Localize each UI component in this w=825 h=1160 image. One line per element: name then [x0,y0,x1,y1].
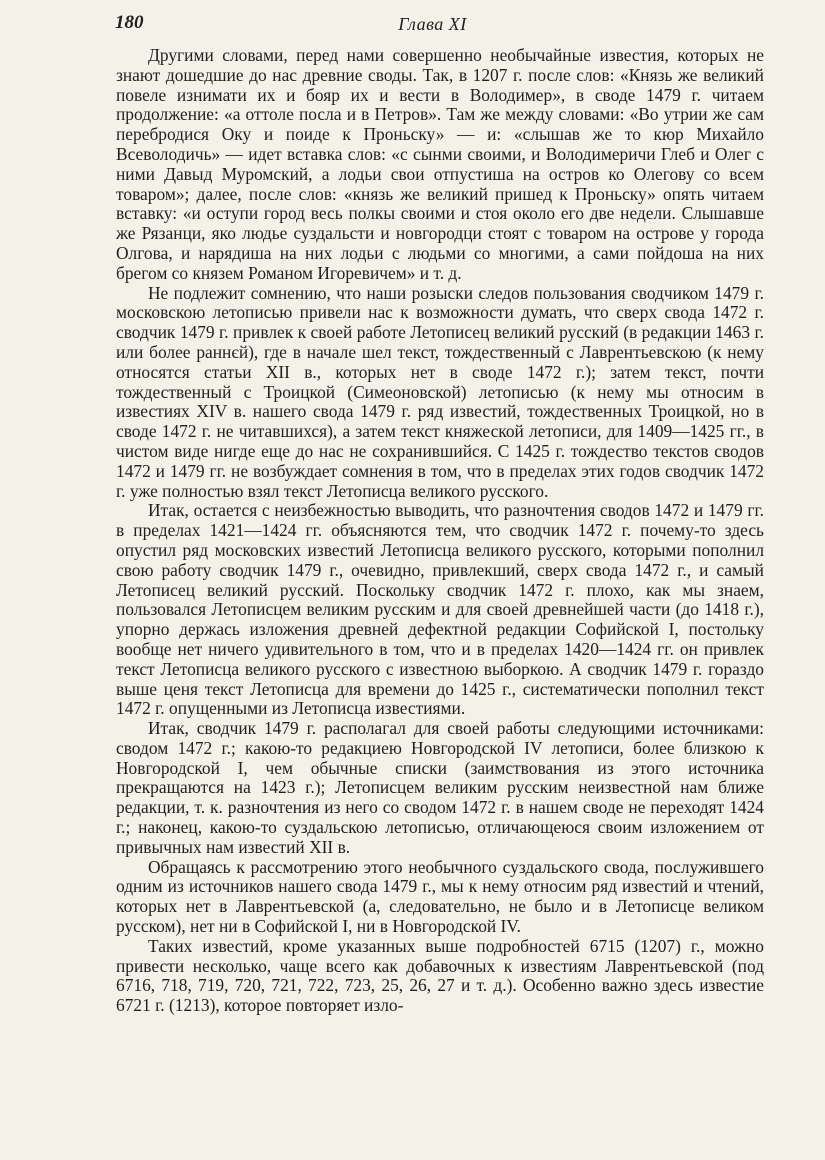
paragraph: Другими словами, перед нами совершенно необычайные известия, которых не знают дошедшие до нас древние своды. Так, в 1207 г. после слов: «Князь же великий повеле изнимати их и бояр их и вести в Володимер», в своде 1479 г. читаем продолжение: «а оттоле посла и в Петров». Там же между словами: «Во утрии же сам перебродися Оку и поиде к Проньску» — и: «слышав же то кюр Михайло Всеволодичь» — идет вставка слов: «с сынми своими, и Володимеричи Глеб и Олег с ними Давыд Муромский, а лодьи свои отпустиша на остров ко Олегову со всем товаром»; далее, после слов: «князь же великий пришед к Проньску» опять читаем вставку: «и оступи город весь полкы своими и стоя около его две недели. Слышавше же Рязанци, яко людье суздальсти и новгородци стоят с товаром на острове у города Олгова, и нарядиша на них лодьи с людьми со многими, а сами пойдоша на них брегом со князем Романом Игоревичем» и т. д. [116,45,764,283]
paragraph: Итак, сводчик 1479 г. располагал для своей работы следующими источниками: сводом 1472 г.; какою-то редакциею Новгородской IV летописи, более близкою к Новгородской I, чем обычные списки (заимствования из этого источника прекращаются на 1423 г.); Летописцем великим русским неизвестной нам ближе редакции, т. к. разночтения из него со сводом 1472 г. в нашем своде не переходят 1424 г.; наконец, какою-то суздальскою летописью, отличающеюся своим изложением от привычных нам известий XII в. [116,718,764,857]
body-text [116,46,764,1016]
page-header [0,10,825,38]
running-title: Глава XI [398,14,467,34]
paragraph: Таких известий, кроме указанных выше подробностей 6715 (1207) г., можно привести несколько, чаще всего как добавочных к известиям Лаврентьевской (под 6716, 718, 719, 720, 721, 722, 723, 25, 26, 27 и т. д.). Особенно важно здесь известие 6721 г. (1213), которое повторяет изло- [116,935,764,1016]
paragraph: Не подлежит сомнению, что наши розыски следов пользования сводчиком 1479 г. московскою летописью привели нас к возможности думать, что сверх свода 1472 г. сводчик 1479 г. привлек к своей работе Летописец великий русский (в редакции 1463 г. или более раннєй), где в начале шел текст, тождественный с Лаврентьевскою (к нему относятся статьи XII в., которых нет в своде 1472 г.); затем текст, почти тождественный с Троицкой (Симеоновской) летописью (к нему мы относим в известиях XIV в. нашего свода 1479 г. ряд известий, тождественных Троицкой, но в своде 1472 г. не читавшихся), а затем текст княжеской летописи, для 1409—1425 гг., в чистом виде нигде еще до нас не сохранившийся. С 1425 г. тождество текстов сводов 1472 и 1479 гг. не возбуждает сомнения в том, что в пределах этих годов сводчик 1472 г. уже полностью взял текст Летописца великого русского. [116,282,764,501]
paragraph: Итак, остается с неизбежностью выводить, что разночтения сводов 1472 и 1479 гг. в пределах 1421—1424 гг. объясняются тем, что сводчик 1472 г. почему-то здесь опустил ряд московских известий Летописца великого русского, которыми пополнил свою работу сводчик 1479 г., очевидно, привлекший, сверх свода 1472 г., и самый Летописец великий русский. Поскольку сводчик 1472 г. плохо, как мы знаем, пользовался Летописцем великим русским и для своей древнейшей части (до 1418 г.), упорно держась изложения древней дефектной редакции Софийской I, постольку вообще нет ничего удивительного в том, что и в пределах 1420—1424 гг. он привлек текст Летописца великого русского с известною выборкою. А сводчик 1479 г. гораздо выше ценя текст Летописца для времени до 1425 г., систематически пополнил текст 1472 г. опущенными из Летописца известиями. [116,500,764,719]
page-number: 180 [115,12,144,33]
paragraph: Обращаясь к рассмотрению этого необычного суздальского свода, послужившего одним из источников нашего свода 1479 г., мы к нему относим ряд известий и чтений, которых нет в Лаврентьевской (а, следовательно, не было и в Летописце великом русском), нет ни в Софийской I, ни в Новгородской IV. [116,856,764,937]
